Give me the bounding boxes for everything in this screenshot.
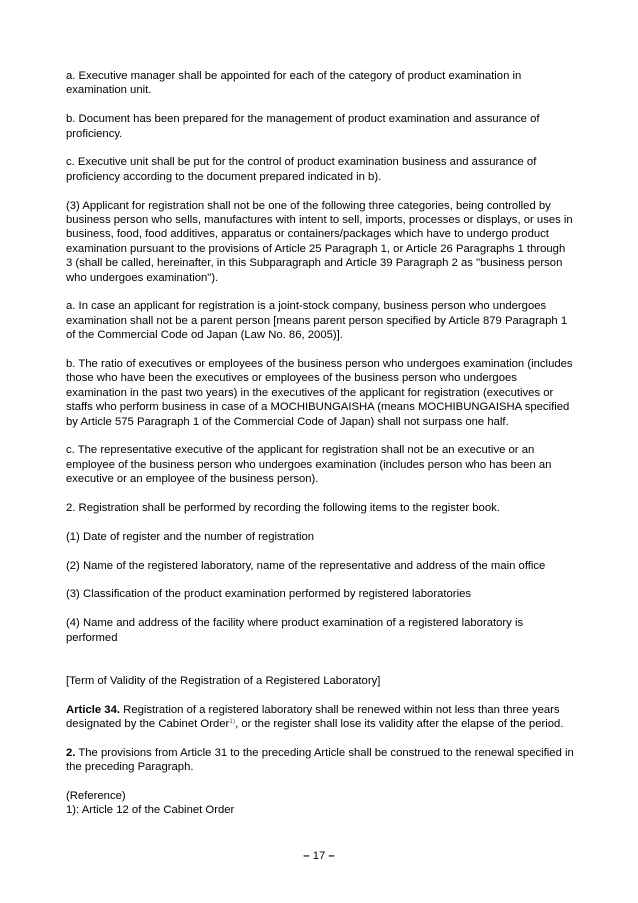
article-34-paragraph-2-label: 2. (66, 746, 76, 759)
footnote-ref-mark: 1) (229, 718, 236, 726)
para-b-document-prepared: b. Document has been prepared for the management of product examination and assurance of proficiency. (66, 113, 540, 140)
para-b-ratio-executives: b. The ratio of executives or employees of the business person who undergoes examination (includes those who have been the executives or employees of the business person who undergoes examination in the past two years) in the executives of the applicant for registration (executives or staffs who perform business in case of a MOCHIBUNGAISHA (means MOCHIBUNGAISHA specified by Article 575 Paragraph 1 of the Commercial Code of Japan) shall not surpass one half. (66, 358, 573, 428)
article-34-text-before-ref: Registration of a registered laboratory shall be renewed within not less than three years designated by the Cabinet Order (66, 703, 560, 731)
page-footer (0, 849, 638, 863)
article-34-text-after-ref: , or the register shall lose its validity after the elapse of the period. (235, 718, 564, 731)
item-2-name-of-laboratory: (2) Name of the registered laboratory, name of the representative and address of the main office (66, 559, 546, 572)
para-a-executive-manager: a. Executive manager shall be appointed for each of the category of product examination in examination unit. (66, 70, 522, 97)
page-number: 17 (312, 850, 326, 862)
para-3-applicant-categories: (3) Applicant for registration shall not be one of the following three categories, being controlled by business person who sells, manufactures with intent to sell, imports, processes or displays, or uses in business, food, food additives, apparatus or containers/packages which have to undergo product examination pursuant to the provisions of Article 25 Paragraph 1, or Article 26 Paragraphs 1 through 3 (shall be called, hereinafter, in this Subparagraph and Article 39 Paragraph 2 as "business person who undergoes examination"). (66, 199, 573, 284)
section-heading: [Term of Validity of the Registration of a Registered Laboratory] (66, 674, 381, 687)
reference-heading: (Reference) (66, 790, 126, 803)
para-a-joint-stock: a. In case an applicant for registration is a joint-stock company, business person who undergoes examination shall not be a parent person [means parent person specified by Article 879 Paragraph 1 of the Commercial Code od Japan (Law No. 86, 2005)]. (66, 300, 568, 342)
para-2-registration-items: 2. Registration shall be performed by recording the following items to the register book. (66, 502, 500, 515)
page-body (66, 69, 574, 818)
para-c-representative-executive: c. The representative executive of the applicant for registration shall not be an executive or an employee of the business person who undergoes examination (includes person who has been an executive or an employee of the business person). (66, 444, 552, 486)
article-34-paragraph-2-text: The provisions from Article 31 to the preceding Article shall be construed to the renewal specified in the preceding Paragraph. (66, 746, 574, 774)
article-34-paragraph-2 (66, 746, 574, 775)
article-34-label: Article 34. (66, 703, 121, 716)
footer-dash-right: – (328, 850, 335, 862)
article-34 (66, 703, 574, 732)
item-1-date-of-register: (1) Date of register and the number of registration (66, 530, 315, 543)
reference-item: 1): Article 12 of the Cabinet Order (66, 804, 235, 817)
spacer (66, 659, 574, 673)
footer-dash-left: – (303, 850, 310, 862)
item-4-facility-address: (4) Name and address of the facility where product examination of a registered laboratory is performed (66, 617, 524, 644)
item-3-classification: (3) Classification of the product examination performed by registered laboratories (66, 588, 472, 601)
para-c-executive-unit: c. Executive unit shall be put for the control of product examination business and assurance of proficiency according to the document prepared indicated in b). (66, 156, 537, 183)
